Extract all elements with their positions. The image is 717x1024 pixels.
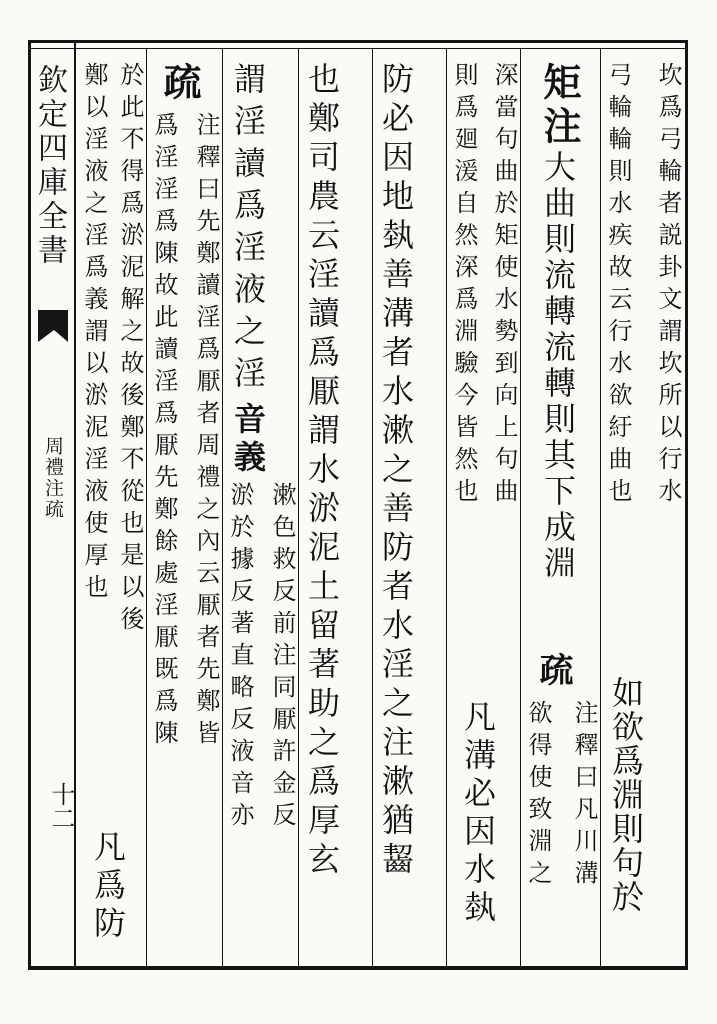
bottom-border: [28, 966, 688, 970]
main-text: 大曲則流轉流轉則其下成淵: [539, 150, 577, 582]
page-number: 十二: [47, 782, 75, 830]
phonetic-mark: 音義: [229, 402, 267, 478]
commentary: [524, 700, 598, 960]
margin-divider: [74, 40, 76, 970]
fish-tail-mark-icon: [36, 308, 70, 344]
left-border: [28, 40, 31, 970]
book-title: 欽定四庫全書: [32, 64, 67, 268]
col-divider: [600, 48, 601, 966]
annotation-left: 淤於據反著直略反液音亦: [226, 482, 254, 834]
main-text: 凡溝必因水埶: [459, 700, 497, 928]
top-border: [28, 40, 688, 43]
col-divider: [372, 48, 373, 966]
main-text: 如欲爲淵則句於: [607, 676, 645, 914]
main-text: 防必因地埶善溝者水漱之善防者水淫之注漱猶齧: [377, 62, 415, 881]
annotation-left: 則爲廻湲自然深爲淵驗今皆然也: [450, 62, 478, 510]
annotation-left: 欲得使致淵之: [524, 700, 552, 892]
col-divider: [520, 48, 521, 966]
col-divider: [222, 48, 223, 966]
col-divider: [446, 48, 447, 966]
annotation-right: 注釋曰先鄭讀淫爲厭者周禮之內云厭者先鄭皆: [192, 112, 220, 752]
book-subtitle: 周禮注疏: [42, 436, 64, 520]
annotation-mark: 矩注: [537, 62, 582, 150]
top-border-inner: [28, 48, 688, 49]
annotation-left: 鄭以淫液之淫爲義謂以淤泥淫液使厚也: [80, 62, 108, 606]
annotation-right: 於此不得爲淤泥解之故後鄭不從也是以後: [116, 62, 144, 638]
annotation-right: 坎爲弓輪者説卦文謂坎所以行水: [654, 62, 682, 510]
annotation-right: 漱色救反前注同厭許金反: [268, 482, 296, 834]
annotation-left: 弓輪輪則水疾故云行水欲紆曲也: [604, 62, 632, 510]
phonetic-notes: [226, 482, 296, 962]
main-text: 也鄭司農云淫讀爲厭謂水淤泥土留著助之爲厚玄: [303, 62, 341, 881]
col-divider: [146, 48, 147, 966]
annotation-right: 注釋曰凡川溝: [570, 700, 598, 892]
right-border: [685, 40, 688, 970]
main-text: 謂淫讀爲淫液之淫: [229, 62, 267, 398]
annotation-right: 深當句曲於矩使水勢到向上句曲: [490, 62, 518, 510]
col-divider: [298, 48, 299, 966]
main-text: 凡爲防: [89, 830, 127, 944]
annotation-left: 爲淫淫爲陳故此讀淫爲厭先鄭餘處淫厭既爲陳: [150, 112, 178, 752]
column-8: [80, 62, 144, 962]
commentary-mark: 疏: [533, 652, 573, 692]
commentary-mark: 疏: [157, 62, 202, 106]
commentary: [150, 112, 220, 962]
